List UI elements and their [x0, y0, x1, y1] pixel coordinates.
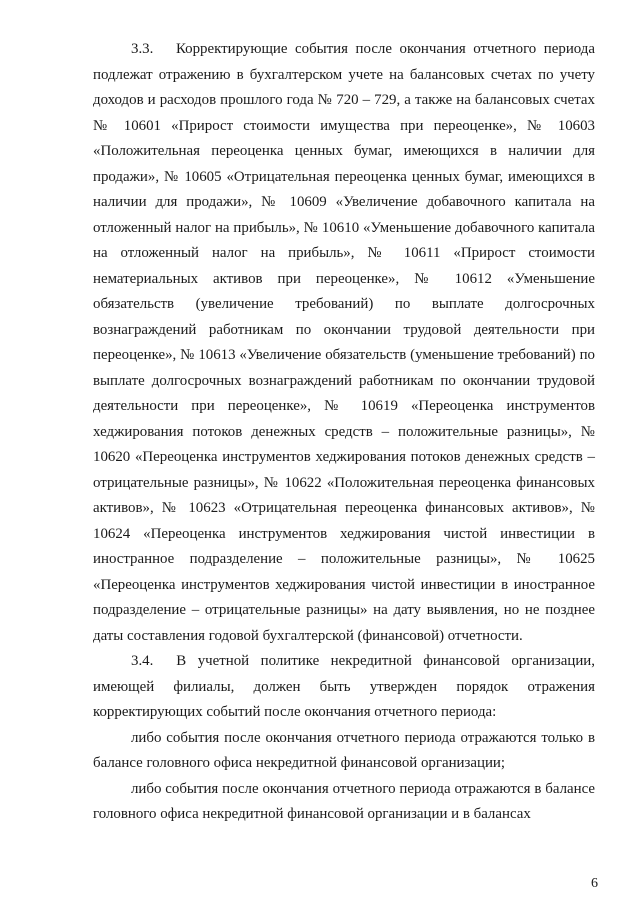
page-number: 6 — [591, 876, 598, 891]
paragraph-option-1: либо события после окончания отчетного периода отражаются только в балансе головного офиса некредитной финансовой организации; — [93, 729, 595, 771]
paragraph-3-3: 3.3. Корректирующие события после окончания отчетного периода подлежат отражению в бухгалтерском учете на балансовых счетах по учету доходов и расходов прошлого года № 720 – 729, а также на балансовых счетах № 10601 «Прирост стоимости имущества при переоценке», № 10603 «Положительная переоценка ценных бумаг, имеющихся в наличии для продажи», № 10605 «Отрицательная переоценка ценных бумаг, имеющихся в наличии для продажи», № 10609 «Увеличение добавочного капитала на отложенный налог на прибыль», № 10610 «Уменьшение добавочного капитала на отложенный налог на прибыль», № 10611 «Прирост стоимости нематериальных активов при переоценке», № 10612 «Уменьшение обязательств (увеличение требований) по выплате долгосрочных вознаграждений работникам по окончании трудовой деятельности при переоценке», № 10613 «Увеличение обязательств (уменьшение требований) по выплате долгосрочных вознаграждений работникам по окончании трудовой деятельности при переоценке», № 10619 «Переоценка инструментов хеджирования потоков денежных средств – положительные разницы», № 10620 «Переоценка инструментов хеджирования потоков денежных средств – отрицательные разницы», № 10622 «Положительная переоценка финансовых активов», № 10623 «Отрицательная переоценка финансовых активов», № 10624 «Переоценка инструментов хеджирования чистой инвестиции в иностранное подразделение – положительные разницы», № 10625 «Переоценка инструментов хеджирования чистой инвестиции в иностранное подразделение – отрицательные разницы» на дату выявления, но не позднее даты составления годовой бухгалтерской (финансовой) отчетности. — [93, 41, 595, 644]
document-body — [93, 37, 595, 828]
paragraph-3-4: 3.4. В учетной политике некредитной финансовой организации, имеющей филиалы, должен быть утвержден порядок отражения корректирующих событий после окончания отчетного периода: — [93, 653, 595, 720]
paragraph-option-2: либо события после окончания отчетного периода отражаются в балансе головного офиса некредитной финансовой организации и в балансах — [93, 780, 595, 822]
